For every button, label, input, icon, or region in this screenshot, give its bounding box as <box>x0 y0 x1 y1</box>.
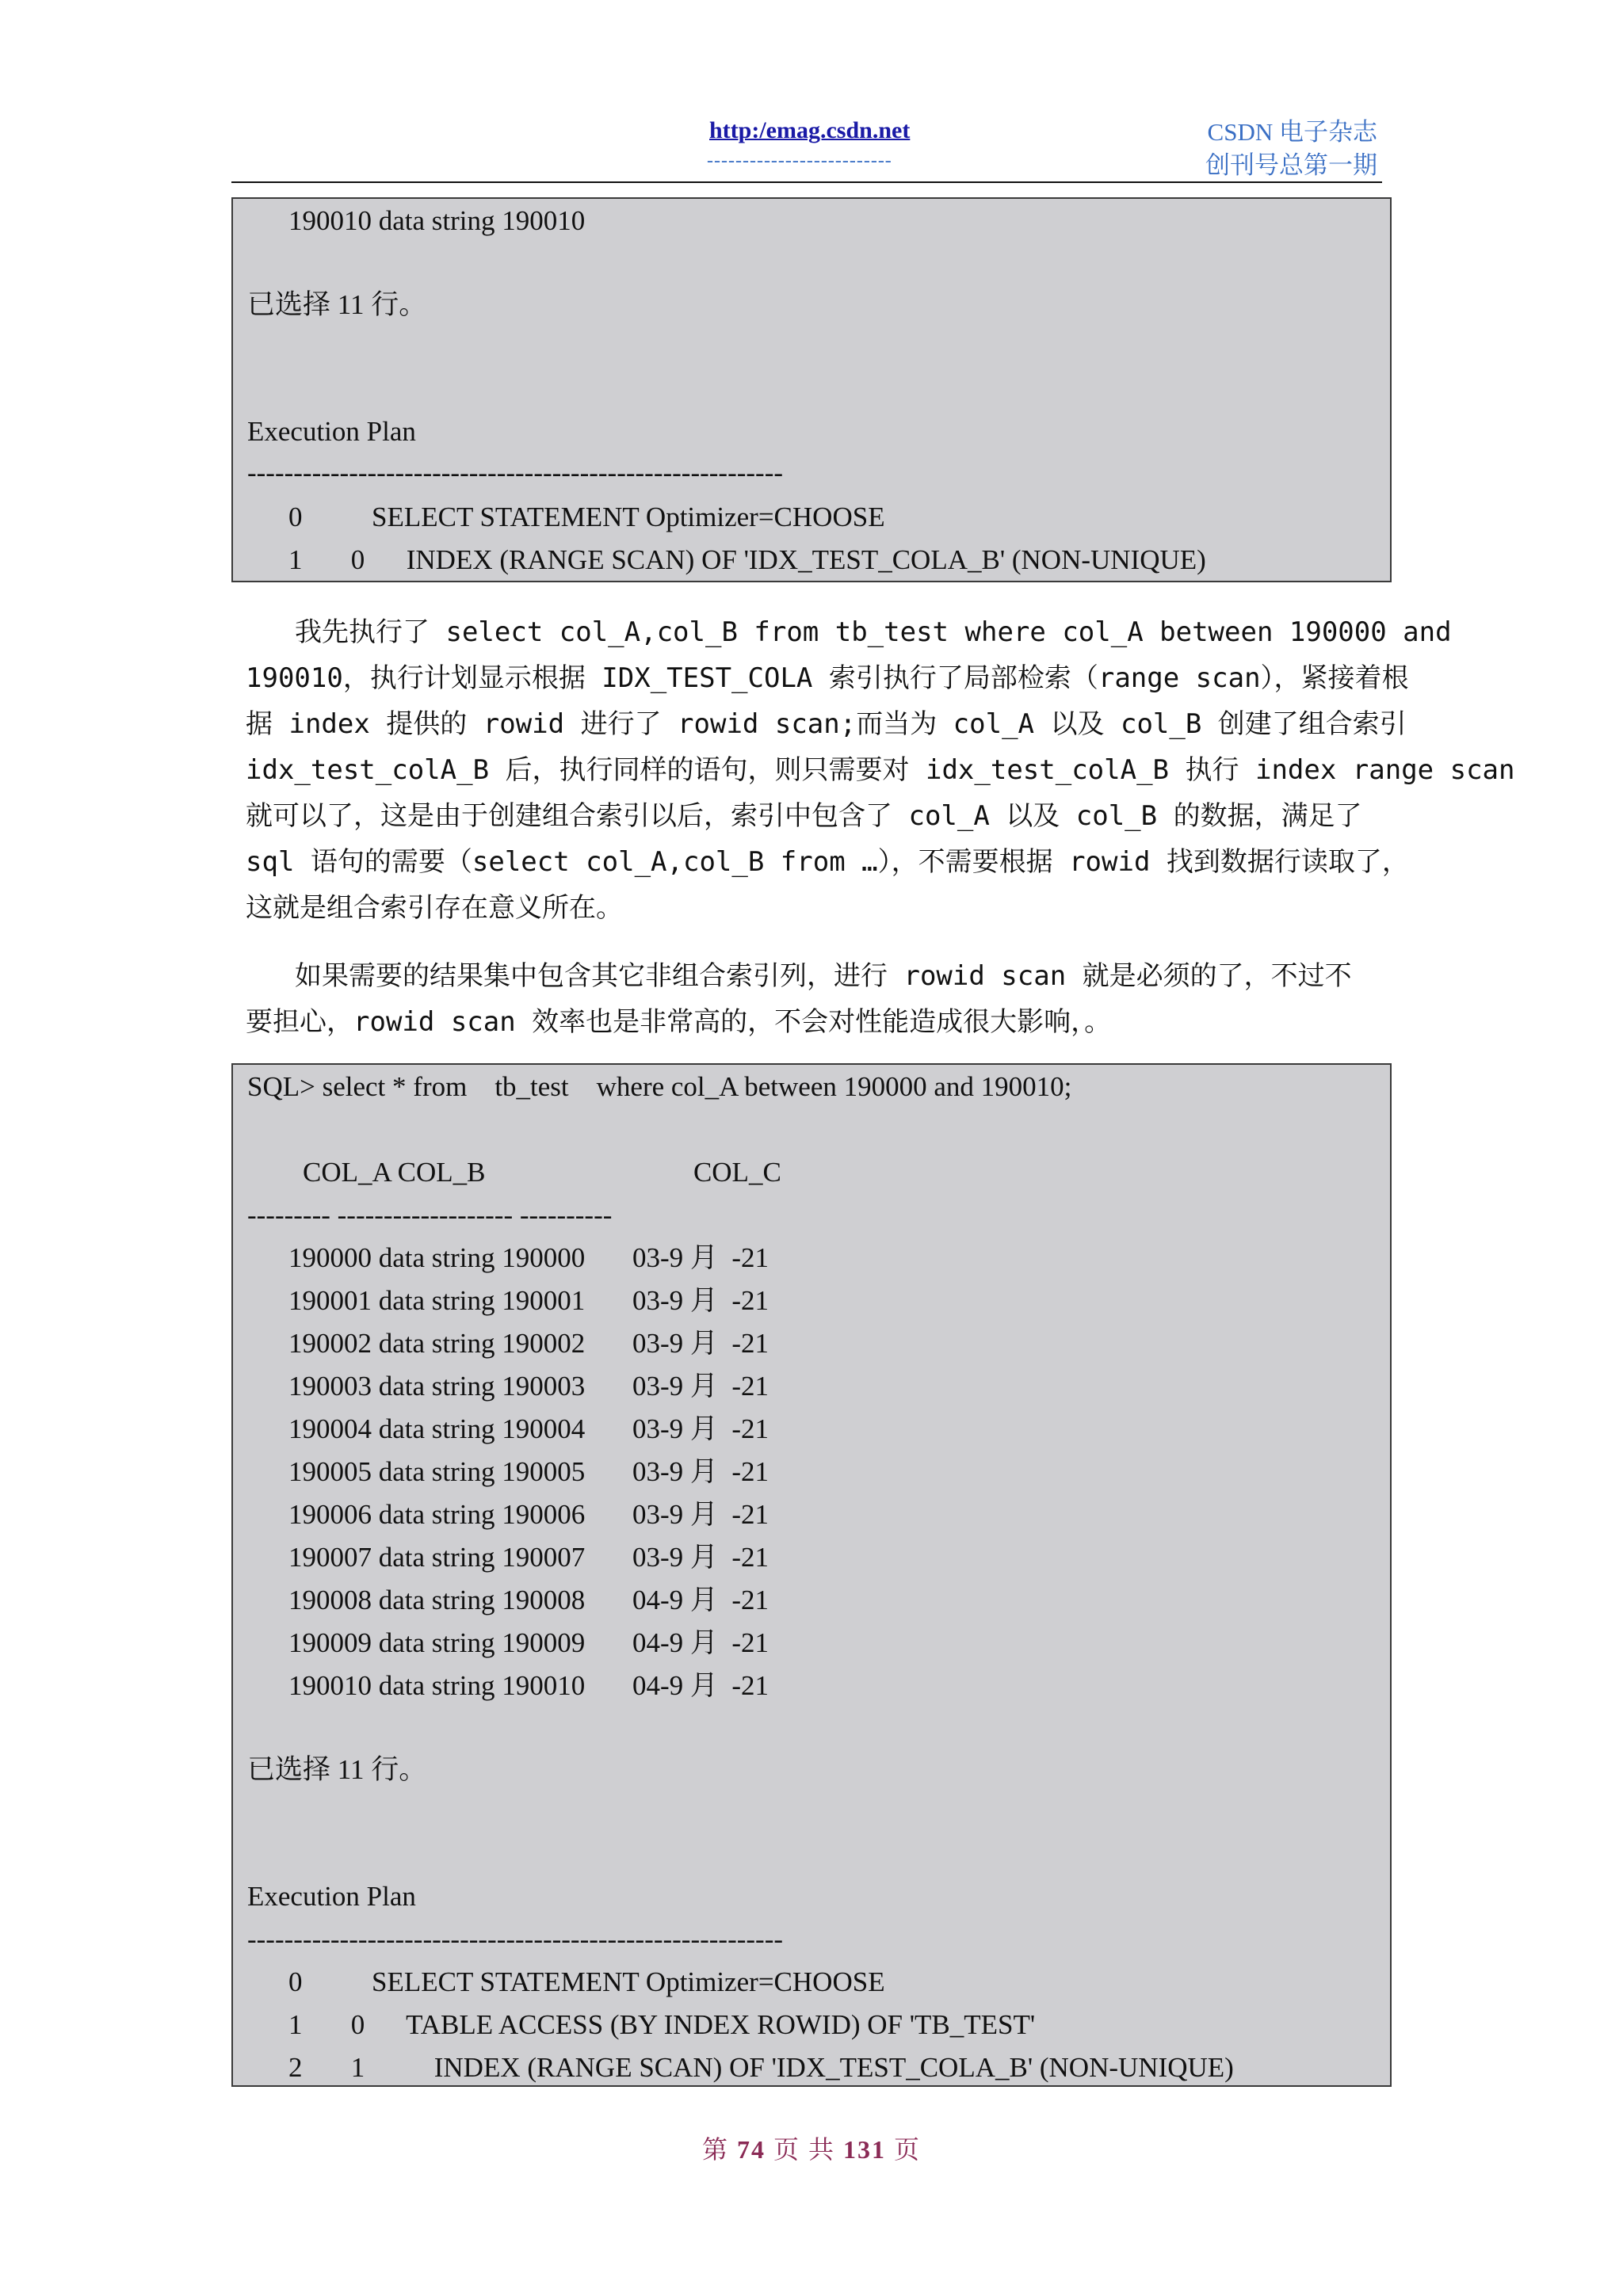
paragraph-line: 190010，执行计划显示根据 IDX_TEST_COLA 索引执行了局部检索（range scan），紧接着根 <box>246 662 1409 694</box>
footer-middle: 页 共 <box>773 2135 835 2164</box>
table-row: 190004 data string 190004 03-9 月 -21 <box>288 1413 769 1444</box>
footer-prefix: 第 <box>701 2135 729 2164</box>
total-pages: 131 <box>843 2135 886 2164</box>
page-number: 74 <box>736 2135 766 2164</box>
plan-line: 0 SELECT STATEMENT Optimizer=CHOOSE <box>288 1966 885 1997</box>
header-rule <box>231 181 1382 183</box>
table-row: 190009 data string 190009 04-9 月 -21 <box>288 1627 769 1658</box>
code-line: Execution Plan <box>247 416 416 447</box>
column-headers: COL_A COL_B COL_C <box>303 1157 781 1188</box>
plan-separator: ---------------------------------------------------------- <box>247 1924 784 1955</box>
plan-line: 1 0 TABLE ACCESS (BY INDEX ROWID) OF 'TB_TEST' <box>288 2009 1036 2040</box>
code-line: 1 0 INDEX (RANGE SCAN) OF 'IDX_TEST_COLA_B' (NON-UNIQUE) <box>288 544 1206 575</box>
table-row: 190002 data string 190002 03-9 月 -21 <box>288 1328 769 1359</box>
table-row: 190006 data string 190006 03-9 月 -21 <box>288 1499 769 1530</box>
header-dashes: -------------------------- <box>707 151 892 171</box>
column-separator: --------- ------------------- ---------- <box>247 1199 613 1230</box>
magazine-title-line1: CSDN 电子杂志 <box>1207 118 1377 146</box>
code-line: 已选择 11 行。 <box>247 289 427 320</box>
footer-suffix: 页 <box>894 2135 922 2164</box>
rows-selected: 已选择 11 行。 <box>247 1754 427 1785</box>
table-row: 190010 data string 190010 04-9 月 -21 <box>288 1670 769 1701</box>
table-row: 190001 data string 190001 03-9 月 -21 <box>288 1285 769 1316</box>
paragraph-line: 我先执行了 select col_A,col_B from tb_test where col_A between 190000 and <box>295 616 1452 648</box>
table-row: 190008 data string 190008 04-9 月 -21 <box>288 1585 769 1615</box>
table-row: 190007 data string 190007 03-9 月 -21 <box>288 1542 769 1573</box>
page-footer <box>0 2130 1623 2166</box>
paragraph-line: 就可以了，这是由于创建组合索引以后，索引中包含了 col_A 以及 col_B 的数据，满足了 <box>246 800 1362 832</box>
table-row: 190005 data string 190005 03-9 月 -21 <box>288 1456 769 1487</box>
paragraph-line: 如果需要的结果集中包含其它非组合索引列，进行 rowid scan 就是必须的了，不过不 <box>295 960 1352 992</box>
paragraph-line: 要担心，rowid scan 效率也是非常高的，不会对性能造成很大影响，。 <box>246 1006 1112 1038</box>
code-line: 190010 data string 190010 <box>288 205 586 236</box>
paragraph-line: 据 index 提供的 rowid 进行了 rowid scan;而当为 col_A 以及 col_B 创建了组合索引 <box>246 708 1407 740</box>
table-row: 190000 data string 190000 03-9 月 -21 <box>288 1242 769 1273</box>
header-link[interactable]: http:/emag.csdn.net <box>709 117 911 143</box>
paragraph-line: idx_test_colA_B 后，执行同样的语句，则只需要对 idx_test_colA_B 执行 index range scan <box>246 754 1515 786</box>
magazine-title <box>1205 116 1377 182</box>
code-box-2 <box>231 1063 1392 2087</box>
code-line: 0 SELECT STATEMENT Optimizer=CHOOSE <box>288 502 885 532</box>
plan-line: 2 1 INDEX (RANGE SCAN) OF 'IDX_TEST_COLA_B' (NON-UNIQUE) <box>288 2052 1234 2083</box>
plan-title: Execution Plan <box>247 1881 416 1912</box>
paragraph-line: 这就是组合索引存在意义所在。 <box>246 892 623 924</box>
sql-query: SQL> select * from tb_test where col_A between 190000 and 190010; <box>247 1071 1072 1102</box>
magazine-title-line2: 创刊号总第一期 <box>1205 151 1377 179</box>
code-box-1 <box>231 197 1392 582</box>
code-line: ---------------------------------------------------------- <box>247 457 784 488</box>
table-row: 190003 data string 190003 03-9 月 -21 <box>288 1371 769 1402</box>
paragraph-line: sql 语句的需要（select col_A,col_B from …），不需要根据 rowid 找到数据行读取了， <box>246 846 1409 878</box>
